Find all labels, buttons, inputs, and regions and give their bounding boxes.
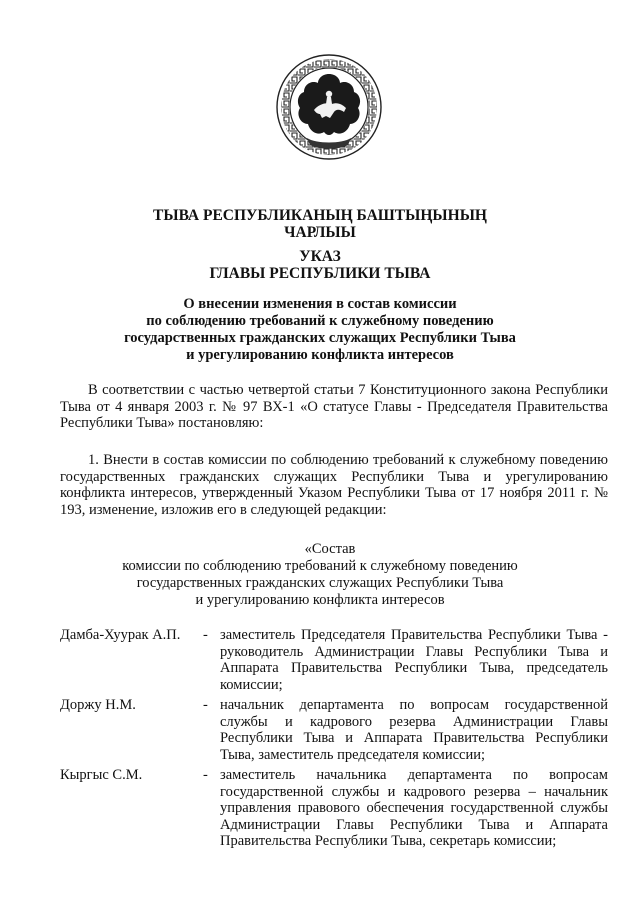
subject-line-3: государственных гражданских служащих Республики Тыва	[124, 330, 516, 346]
member-name: Кыргыс С.М.	[60, 767, 143, 783]
member-position: начальник департамента по вопросам государственной службы и кадрового резерва Администрации Главы Республики Тыва и Аппарата Правительства Республики Тыва, заместитель председателя комиссии;	[220, 697, 608, 763]
decree-issuer: ГЛАВЫ РЕСПУБЛИКИ ТЫВА	[209, 265, 431, 282]
preamble-paragraph	[60, 382, 608, 432]
member-position: заместитель начальника департамента по вопросам государственной службы и кадрового резерва – начальник управления правового обеспечения государственной службы Администрации Главы Республики Тыва и Аппарата Правительства Республики Тыва, секретарь комиссии;	[220, 767, 608, 849]
header-title-line-1: ТЫВА РЕСПУБЛИКАНЫҢ БАШТЫҢЫНЫҢ	[153, 207, 487, 224]
clause-1-text: 1. Внести в состав комиссии по соблюдению требований к служебному поведению государственных гражданских служащих Республики Тыва и урегулированию конфликта интересов, утвержденный Указом Республики Тыва от 17 ноября 2011 г. № 193, изменение, изложив его в следующей редакции:	[60, 452, 608, 518]
composition-heading-4: и урегулированию конфликта интересов	[195, 592, 445, 608]
composition-heading-2: комиссии по соблюдению требований к служебному поведению	[122, 558, 518, 574]
preamble-text: В соответствии с частью четвертой статьи 7 Конституционного закона Республики Тыва от 4 января 2003 г. № 97 ВХ-1 «О статусе Главы - Председателя Правительства Республики Тыва» постановляю:	[60, 382, 608, 431]
member-dash: -	[203, 767, 208, 783]
subject-line-1: О внесении изменения в состав комиссии	[183, 296, 457, 312]
member-position: заместитель Председателя Правительства Республики Тыва - руководитель Администрации Главы Республики Тыва и Аппарата Правительства Республики Тыва, председатель комиссии;	[220, 627, 608, 693]
header-title-line-2: ЧАРЛЫЫ	[284, 224, 356, 241]
coat-of-arms-emblem	[274, 52, 384, 202]
member-dash: -	[203, 697, 208, 713]
member-name: Доржу Н.М.	[60, 697, 136, 713]
member-name: Дамба-Хуурак А.П.	[60, 627, 181, 643]
clause-1-paragraph	[60, 452, 608, 518]
member-row	[60, 627, 608, 695]
member-row	[60, 697, 608, 765]
decree-label: УКАЗ	[299, 248, 341, 265]
composition-heading-3: государственных гражданских служащих Республики Тыва	[136, 575, 504, 591]
composition-heading-1: «Состав	[304, 541, 356, 557]
member-row	[60, 767, 608, 869]
member-dash: -	[203, 627, 208, 643]
subject-line-4: и урегулированию конфликта интересов	[186, 347, 454, 363]
subject-line-2: по соблюдению требований к служебному поведению	[146, 313, 494, 329]
